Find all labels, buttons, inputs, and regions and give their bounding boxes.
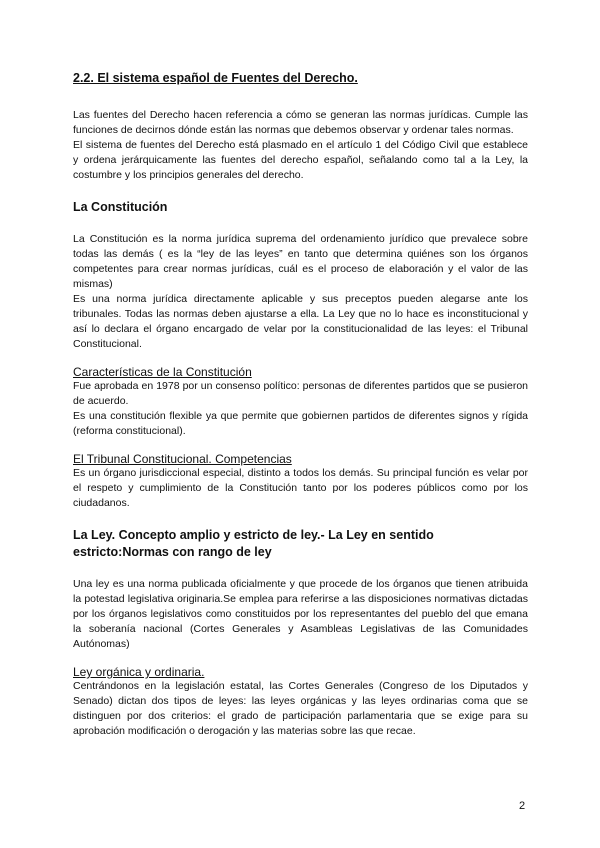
intro-paragraph-1: Las fuentes del Derecho hacen referencia a cómo se generan las normas jurídicas. Cumple las funciones de decirnos dónde están las normas que debemos observar y ordenar tales normas. xyxy=(73,109,528,136)
tribunal-paragraph-1: Es un órgano jurisdiccional especial, distinto a todos los demás. Su principal función es velar por el respeto y cumplimiento de la Constitución tanto por los poderes públicos como por los ciudadanos. xyxy=(73,467,528,509)
organica-paragraph-1: Centrándonos en la legislación estatal, las Cortes Generales (Congreso de los Diputados y Senado) dictan dos tipos de leyes: las leyes orgánicas y las leyes ordinarias coma que se distinguen por dos criterios: el grado de participación parlamentaria que se exige para su aprobación modificación o derogación y las materias sobre las que recae. xyxy=(73,680,528,737)
constitucion-heading: La Constitución xyxy=(73,200,168,214)
constitucion-paragraph-1: La Constitución es la norma jurídica suprema del ordenamiento jurídico que prevalece sobre todas las demás ( es la “ley de las leyes” en tanto que determina quiénes son los órganos competentes para crear normas jurídicas, cuál es el proceso de elaboración y el valor de las mismas) xyxy=(73,233,528,290)
caracteristicas-paragraph-2: Es una constitución flexible ya que permite que gobiernen partidos de diferentes signos y rígida (reforma constitucional). xyxy=(73,410,528,437)
tribunal-heading: El Tribunal Constitucional. Competencias xyxy=(73,452,292,466)
organica-heading: Ley orgánica y ordinaria. xyxy=(73,665,205,679)
constitucion-paragraph-2: Es una norma jurídica directamente aplicable y sus preceptos pueden alegarse ante los tribunales. Todas las normas deben ajustarse a ella. La Ley que no lo hace es inconstitucional y así lo declara el órgano encargado de velar por la constitucionalidad de las leyes: el Tribunal Constitucional. xyxy=(73,293,528,350)
document-page xyxy=(73,70,528,739)
page-title: 2.2. El sistema español de Fuentes del Derecho. xyxy=(73,71,358,85)
page-number: 2 xyxy=(519,800,526,812)
caracteristicas-paragraph-1: Fue aprobada en 1978 por un consenso político: personas de diferentes partidos que se pusieron de acuerdo. xyxy=(73,380,528,407)
ley-paragraph-1: Una ley es una norma publicada oficialmente y que procede de los órganos que tienen atribuida la potestad legislativa originaria.Se emplea para referirse a las disposiciones normativas dictadas por los órganos legislativos como constituidos por los representantes del pueblo del que emana la soberanía nacional (Cortes Generales y Asambleas Legislativas de las Comunidades Autónomas) xyxy=(73,578,528,650)
ley-heading: La Ley. Concepto amplio y estricto de ley.- La Ley en sentido estricto:Normas con rango de ley xyxy=(73,528,434,559)
caracteristicas-heading: Características de la Constitución xyxy=(73,365,252,379)
intro-paragraph-2: El sistema de fuentes del Derecho está plasmado en el artículo 1 del Código Civil que establece y ordena jerárquicamente las fuentes del derecho español, señalando como tal a la Ley, la costumbre y los principios generales del derecho. xyxy=(73,139,528,181)
